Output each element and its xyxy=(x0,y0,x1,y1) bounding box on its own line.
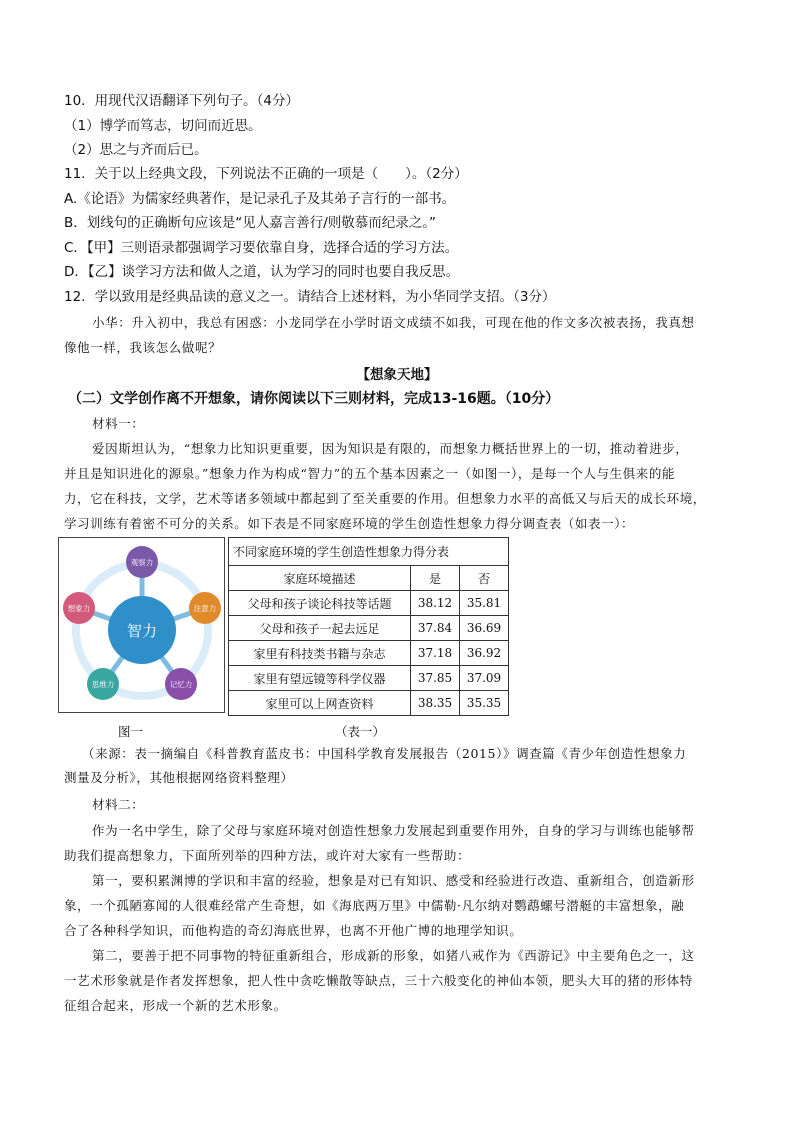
q12-quote-line-1: 小华：升入初中，我总有困惑：小龙同学在小学时语文成绩不如我，可现在他的作文多次被表扬，我真想 xyxy=(92,315,695,330)
imagination-score-table xyxy=(228,537,509,716)
table-cell-yes: 38.35 xyxy=(411,691,460,716)
table-header-desc: 家庭环境描述 xyxy=(229,566,411,591)
table-cell-desc: 父母和孩子一起去远足 xyxy=(229,616,411,641)
q11-option-c: C．【甲】三则语录都强调学习要依靠自身，选择合适的学习方法。 xyxy=(64,240,459,256)
section-title: （二）文学创作离不开想象，请你阅读以下三则材料，完成13-16题。（10分） xyxy=(68,391,560,407)
table-header-yes: 是 xyxy=(411,566,460,591)
table-cell-yes: 38.12 xyxy=(411,591,460,616)
q10-sentence-2: （2）思之与齐而后已。 xyxy=(64,142,208,158)
q12-title: 12．学以致用是经典品读的意义之一。请结合上述材料，为小华同学支招。（3分） xyxy=(64,289,556,305)
table-cell-no: 36.92 xyxy=(460,641,509,666)
material2-line-8: 征组合起来，形成一个新的艺术形象。 xyxy=(64,998,287,1013)
table-row xyxy=(229,616,509,641)
center-label: 智力 xyxy=(126,622,158,640)
table-header-no: 否 xyxy=(460,566,509,591)
material1-para-line-1: 爱因斯坦认为，“想象力比知识更重要，因为知识是有限的，而想象力概括世界上的一切，推动着进步， xyxy=(92,441,689,456)
source-line-2: 测量及分析》，其他根据网络资料整理） xyxy=(64,770,294,785)
table-cell-no: 37.09 xyxy=(460,666,509,691)
q10-title: 10．用现代汉语翻译下列句子。（4分） xyxy=(64,93,300,109)
q11-title: 11．关于以上经典文段，下列说法不正确的一项是（ ）。（2分） xyxy=(64,166,468,182)
q11-option-b: B．划线句的正确断句应该是“见人嘉言善行/则敬慕而纪录之。” xyxy=(64,215,437,231)
intelligence-diagram-svg xyxy=(59,538,224,712)
table-cell-no: 36.69 xyxy=(460,616,509,641)
table-cell-desc: 家里有科技类书籍与杂志 xyxy=(229,641,411,666)
material1-para-line-4: 学习训练有着密不可分的关系。如下表是不同家庭环境的学生创造性想象力得分调查表（如表一）： xyxy=(64,516,635,531)
source-line-1: （来源：表一摘编自《科普教育蓝皮书：中国科学教育发展报告（2015）》调查篇《青少年创造性想象力 xyxy=(82,746,687,761)
table-label: （表一） xyxy=(335,724,386,739)
material1-para-line-3: 力，它在科技，文学，艺术等诸多领域中都起到了至关重要的作用。但想象力水平的高低又与后天的成长环境， xyxy=(64,491,706,506)
table-caption: 不同家庭环境的学生创造性想象力得分表 xyxy=(229,538,509,566)
node-imagine-label: 想象力 xyxy=(67,604,91,613)
table-cell-desc: 家里有望远镜等科学仪器 xyxy=(229,666,411,691)
table-caption-row xyxy=(229,538,509,566)
table-cell-no: 35.81 xyxy=(460,591,509,616)
table-cell-desc: 父母和孩子谈论科技等话题 xyxy=(229,591,411,616)
material1-label: 材料一： xyxy=(92,416,145,431)
q10-sentence-1: （1）博学而笃志，切问而近思。 xyxy=(64,118,262,134)
table-cell-yes: 37.84 xyxy=(411,616,460,641)
table-row xyxy=(229,666,509,691)
table-cell-no: 35.35 xyxy=(460,691,509,716)
material2-label: 材料二： xyxy=(92,797,145,812)
material1-para-line-2: 并且是知识进化的源泉。”想象力作为构成“智力”的五个基本因素之一（如图一），是每一个人与生俱来的能 xyxy=(64,466,676,481)
q11-option-d: D．【乙】谈学习方法和做人之道，认为学习的同时也要自我反思。 xyxy=(64,264,460,280)
node-attention-label: 注意力 xyxy=(193,604,217,613)
table-row xyxy=(229,591,509,616)
material2-line-6: 第二，要善于把不同事物的特征重新组合，形成新的形象，如猪八戒作为《西游记》中主要角色之一，这 xyxy=(92,948,695,963)
table-cell-desc: 家里可以上网查资料 xyxy=(229,691,411,716)
q11-option-a: A.《论语》为儒家经典著作，是记录孔子及其弟子言行的一部书。 xyxy=(64,191,456,207)
figure-intelligence-diagram xyxy=(58,537,225,713)
table-row xyxy=(229,691,509,716)
material2-line-5: 合了各种科学知识，而他构造的奇幻海底世界，也离不开他广博的地理学知识。 xyxy=(64,923,523,938)
section-heading: 【想象天地】 xyxy=(356,367,438,383)
table-header-row xyxy=(229,566,509,591)
node-memory-label: 记忆力 xyxy=(169,680,193,689)
figure-caption: 图一 xyxy=(118,724,144,739)
table-row xyxy=(229,641,509,666)
material2-line-3: 第一，要积累渊博的学识和丰富的经验，想象是对已有知识、感受和经验进行改造、重新组合，创造新形 xyxy=(92,873,695,888)
q12-quote-line-2: 像他一样，我该怎么做呢？ xyxy=(64,340,222,355)
node-observe-label: 观察力 xyxy=(130,558,154,567)
material2-line-2: 助我们提高想象力，下面所列举的四种方法，或许对大家有一些帮助： xyxy=(64,848,471,863)
material2-line-7: 一艺术形象就是作者发挥想象，把人性中贪吃懒散等缺点，三十六般变化的神仙本领，肥头大耳的猪的形体特 xyxy=(64,973,693,988)
material2-line-4: 象，一个孤陋寡闻的人很难经常产生奇想，如《海底两万里》中儒勒·凡尔纳对鹦鹉螺号潜艇的丰富想象，融 xyxy=(64,898,685,913)
table-cell-yes: 37.85 xyxy=(411,666,460,691)
material2-line-1: 作为一名中学生，除了父母与家庭环境对创造性想象力发展起到重要作用外，自身的学习与训练也能够帮 xyxy=(92,823,695,838)
node-thinking-label: 思维力 xyxy=(91,680,115,689)
table-cell-yes: 37.18 xyxy=(411,641,460,666)
